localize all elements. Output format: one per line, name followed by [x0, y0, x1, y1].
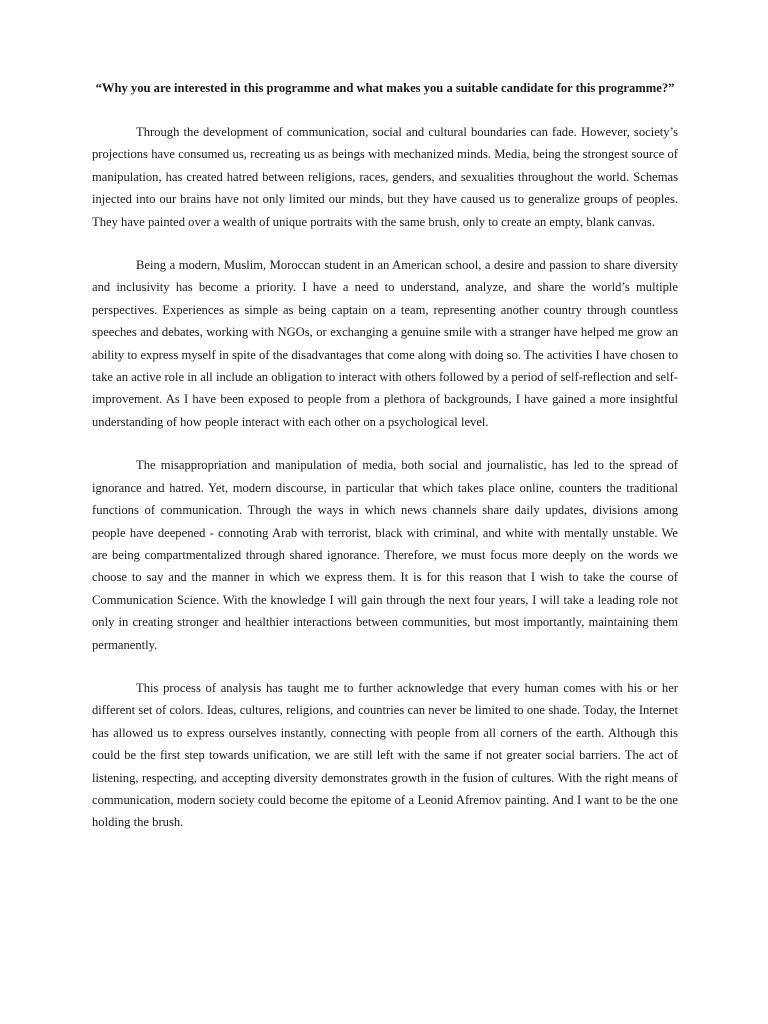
paragraph-3: The misappropriation and manipulation of media, both social and journalistic, has led to the spread of ignorance and hatred. Yet, modern discourse, in particular that which takes place online, counters the traditional functions of communication. Through the ways in which news channels share daily updates, divisions among people have deepened - connoting Arab with terrorist, black with criminal, and white with mentally unstable. We are being compartmentalized through shared ignorance. Therefore, we must focus more deeply on the words we choose to say and the manner in which we express them. It is for this reason that I wish to take the course of Communication Science. With the knowledge I will gain through the next four years, I will take a leading role not only in creating stronger and healthier interactions between communities, but most importantly, maintaining them permanently. [92, 458, 678, 652]
paragraph-1: Through the development of communication, social and cultural boundaries can fade. However, society’s projections have consumed us, recreating us as beings with mechanized minds. Media, being the strongest source of manipulation, has created hatred between religions, races, genders, and sexualities throughout the world. Schemas injected into our brains have not only limited our minds, but they have caused us to generalize groups of peoples. They have painted over a wealth of unique portraits with the same brush, only to create an empty, blank canvas. [92, 125, 678, 229]
paragraph-4: This process of analysis has taught me to further acknowledge that every human comes with his or her different set of colors. Ideas, cultures, religions, and countries can never be limited to one shade. Today, the Internet has allowed us to express ourselves instantly, connecting with people from all corners of the earth. Although this could be the first step towards unification, we are still left with the same if not greater social barriers. The act of listening, respecting, and accepting diversity demonstrates growth in the fusion of cultures. With the right means of communication, modern society could become the epitome of a Leonid Afremov painting. And I want to be the one holding the brush. [92, 680, 678, 830]
essay-question-heading: “Why you are interested in this programme and what makes you a suitable candidate for this programme?” [95, 81, 675, 95]
paragraph-2: Being a modern, Muslim, Moroccan student in an American school, a desire and passion to share diversity and inclusivity has become a priority. I have a need to understand, analyze, and share the world’s multiple perspectives. Experiences as simple as being captain on a team, representing another country through countless speeches and debates, working with NGOs, or exchanging a genuine smile with a stranger have helped me grow an ability to express myself in spite of the disadvantages that come along with doing so. The activities I have chosen to take an active role in all include an obligation to interact with others followed by a period of self-reflection and self-improvement. As I have been exposed to people from a plethora of backgrounds, I have gained a more insightful understanding of how people interact with each other on a psychological level. [92, 258, 678, 429]
document-body [92, 79, 678, 834]
